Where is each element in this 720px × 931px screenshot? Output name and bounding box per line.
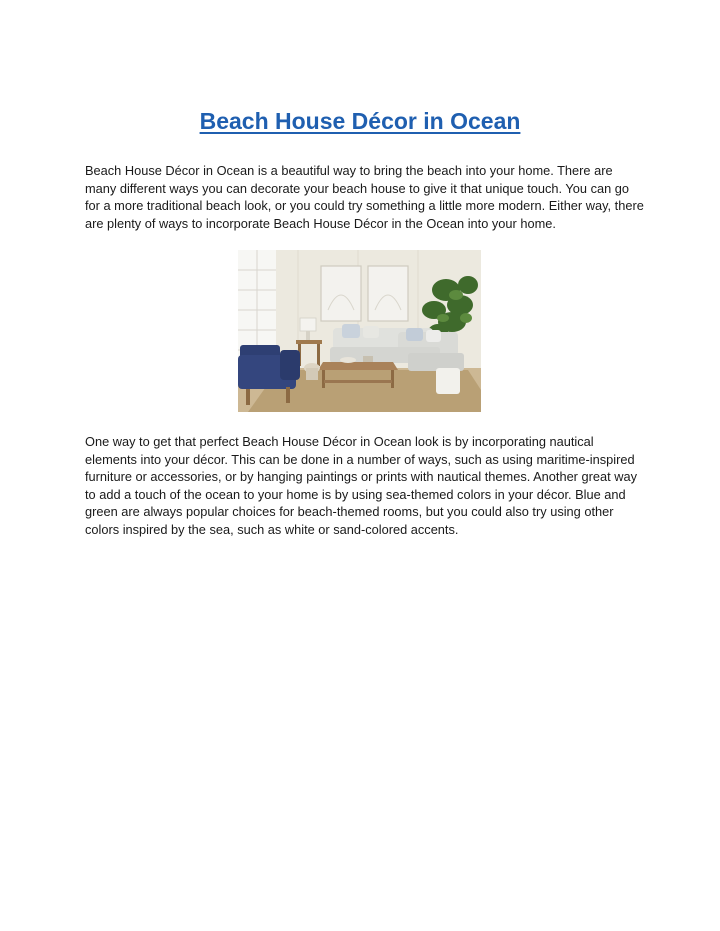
living-room-photo — [238, 250, 481, 412]
page-title: Beach House Décor in Ocean — [199, 108, 521, 134]
nautical-paragraph: One way to get that perfect Beach House Décor in Ocean look is by incorporating nautical elements into your décor. This can be done in a number of ways, such as using maritime-inspired furniture or accessories, or by hanging paintings or prints with nautical themes. Another great way to add a touch of the ocean to your home is by using sea-themed colors in your décor. Blue and green are always popular choices for beach-themed rooms, but you could also try using other colors inspired by the sea, such as white or sand-colored accents. — [85, 434, 637, 537]
intro-paragraph: Beach House Décor in Ocean is a beautiful way to bring the beach into your home. There are many different ways you can decorate your beach house to give it that unique touch. You can go for a more traditional beach look, or you could try something a little more modern. Either way, there are plenty of ways to incorporate Beach House Décor in the Ocean into your home. — [85, 163, 644, 231]
